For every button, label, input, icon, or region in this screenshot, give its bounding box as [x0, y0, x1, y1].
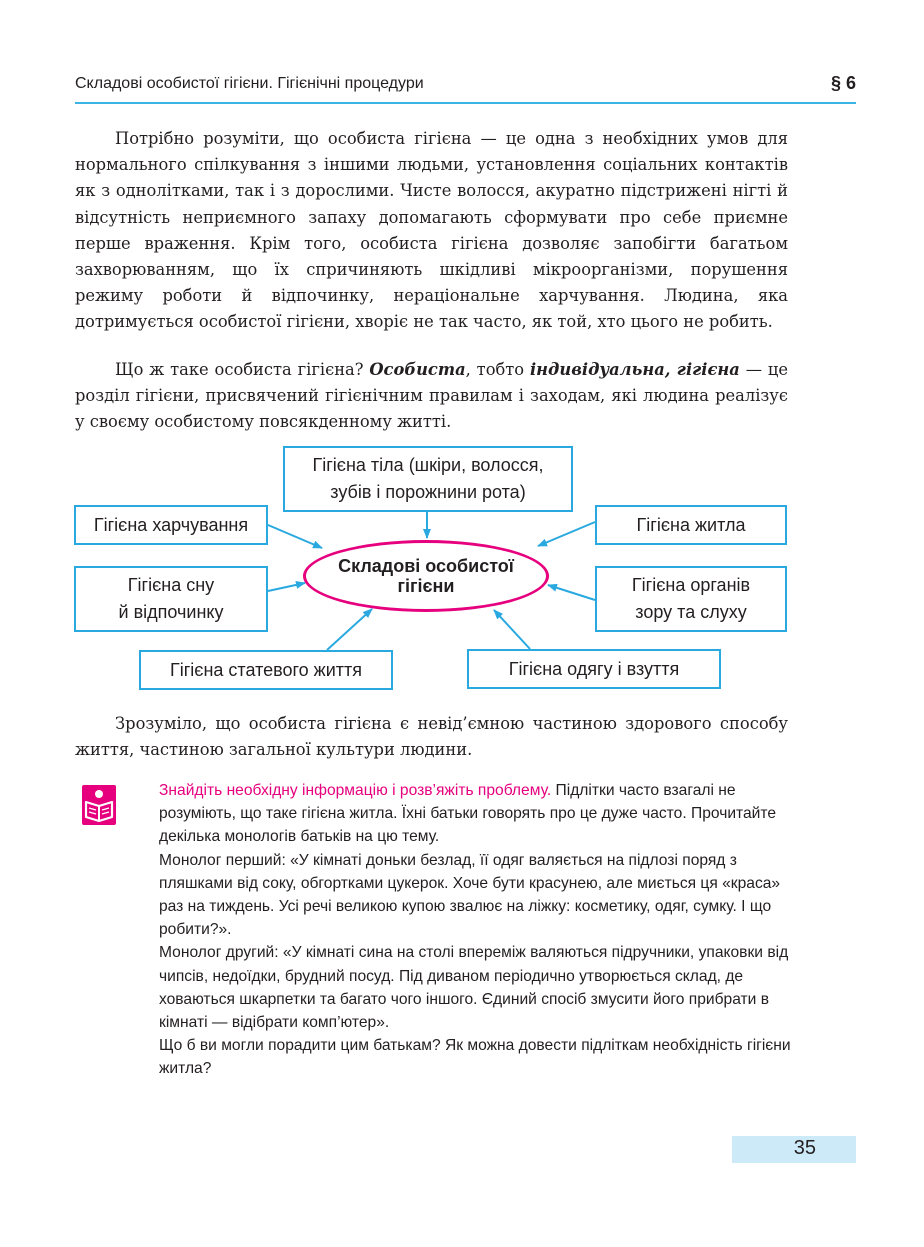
task-intro-text: Підлітки часто взагалі не розуміють, що таке гігієна житла. Їхні батьки говорять про це дуже часто. Прочитайте декілька монологів батьків на цю тему. [159, 782, 777, 846]
paragraph-2-question: Що ж таке особиста гігієна? [115, 360, 370, 379]
arrow-nutrition [268, 525, 322, 548]
box-senses-hygiene [595, 566, 787, 632]
reading-book-icon [82, 785, 116, 825]
box-nutrition-label: Гігієна харчування [93, 514, 249, 535]
box-sexual-hygiene [139, 650, 393, 690]
arrow-housing [538, 522, 595, 546]
box-sexual-label: Гігієна статевого життя [169, 659, 363, 680]
arrow-sleep [268, 583, 305, 591]
center-line1: Складові особистої [338, 556, 514, 576]
box-housing-label: Гігієна житла [636, 514, 746, 535]
paragraph-1-text: Потрібно розуміти, що особиста гігієна — це одна з необхідних умов для нормального спілкування з іншими людьми, установлення соціальних контактів як з однолітками, так і з дорослими. Чисте волосся, акуратно підстрижені нігті й відсутність неприємного запаху допомагають сформувати про себе приємне перше враження. Крім того, особиста гігієна дозволяє запобігти багатьом захворюванням, що їх спричиняють шкідливі мікроорганізми, порушення режиму роботи й відпочинку, нераціональне харчування. Людина, яка дотримується особистої гігієни, хворіє не так часто, як той, хто цього не робить. [75, 129, 788, 332]
center-line2: гігієни [397, 576, 455, 596]
header-title: Складові особистої гігієни. Гігієнічні процедури [75, 75, 424, 92]
center-personal-hygiene [303, 540, 549, 612]
box-housing-hygiene [595, 505, 787, 545]
paragraph-2-connector: , тобто [465, 360, 530, 379]
task-intro [159, 779, 791, 849]
page-number-bar [732, 1136, 856, 1163]
box-senses-line1: Гігієна органів [631, 575, 751, 595]
box-nutrition-hygiene [74, 505, 268, 545]
box-sleep-hygiene [74, 566, 268, 632]
box-senses-line2: зору та слуху [635, 602, 747, 622]
box-body-line2: зубів і порожнини рота) [330, 482, 526, 502]
paragraph-2-definition: — це розділ гігієни, присвячений гігієнічним правилам і заходам, які людина реалізує у своєму особистому повсякденному житті. [75, 360, 788, 432]
box-body-line1: Гігієна тіла (шкіри, волосся, [312, 455, 544, 475]
section-number: § 6 [830, 73, 856, 93]
paragraph-3-text: Зрозуміло, що особиста гігієна є невід’ємною частиною здорового способу життя, частиною загальної культури людини. [75, 714, 788, 760]
task-question: Що б ви могли порадити цим батькам? Як можна довести підліткам необхідність гігієни житла? [159, 1037, 791, 1078]
paragraph-1 [75, 126, 788, 336]
page-header [75, 72, 856, 104]
arrow-clothing [494, 610, 530, 649]
task-monologue-2: Монолог другий: «У кімнаті сина на столі впереміж валяються підручники, упаковки від чипсів, недоїдки, брудний посуд. Під диваном періодично утворюється склад, де ховаються шкарпетки та багато чого іншого. Єдиний спосіб змусити його прибрати в кімнаті — відібрати комп’ютер». [159, 944, 789, 1032]
paragraph-2 [75, 357, 788, 436]
paragraph-3 [75, 711, 788, 763]
box-clothing-hygiene [467, 649, 721, 689]
task-monologue-1: Монолог перший: «У кімнаті доньки безлад, її одяг валяється на підлозі поряд з пляшками від соку, обгортками цукерок. Хоче бути красунею, але миється ця «краса» раз на тиждень. Усі речі великою купою звалює на ліжку: косметику, одяг, сумку. І що робити?». [159, 851, 781, 939]
box-sleep-line1: Гігієна сну [127, 575, 215, 595]
box-body-hygiene [283, 446, 573, 512]
page-number: 35 [793, 1137, 816, 1159]
box-clothing-label: Гігієна одягу і взуття [508, 658, 680, 679]
task-lead: Знайдіть необхідну інформацію і розв’яжіть проблему. [159, 782, 552, 799]
box-sleep-line2: й відпочинку [118, 602, 224, 622]
arrow-senses [548, 585, 595, 600]
task-block [159, 779, 791, 1081]
term-personal: Особиста [369, 360, 466, 379]
term-individual-hygiene: індивідуальна, гігієна [529, 360, 740, 379]
arrow-sexual [327, 609, 372, 650]
